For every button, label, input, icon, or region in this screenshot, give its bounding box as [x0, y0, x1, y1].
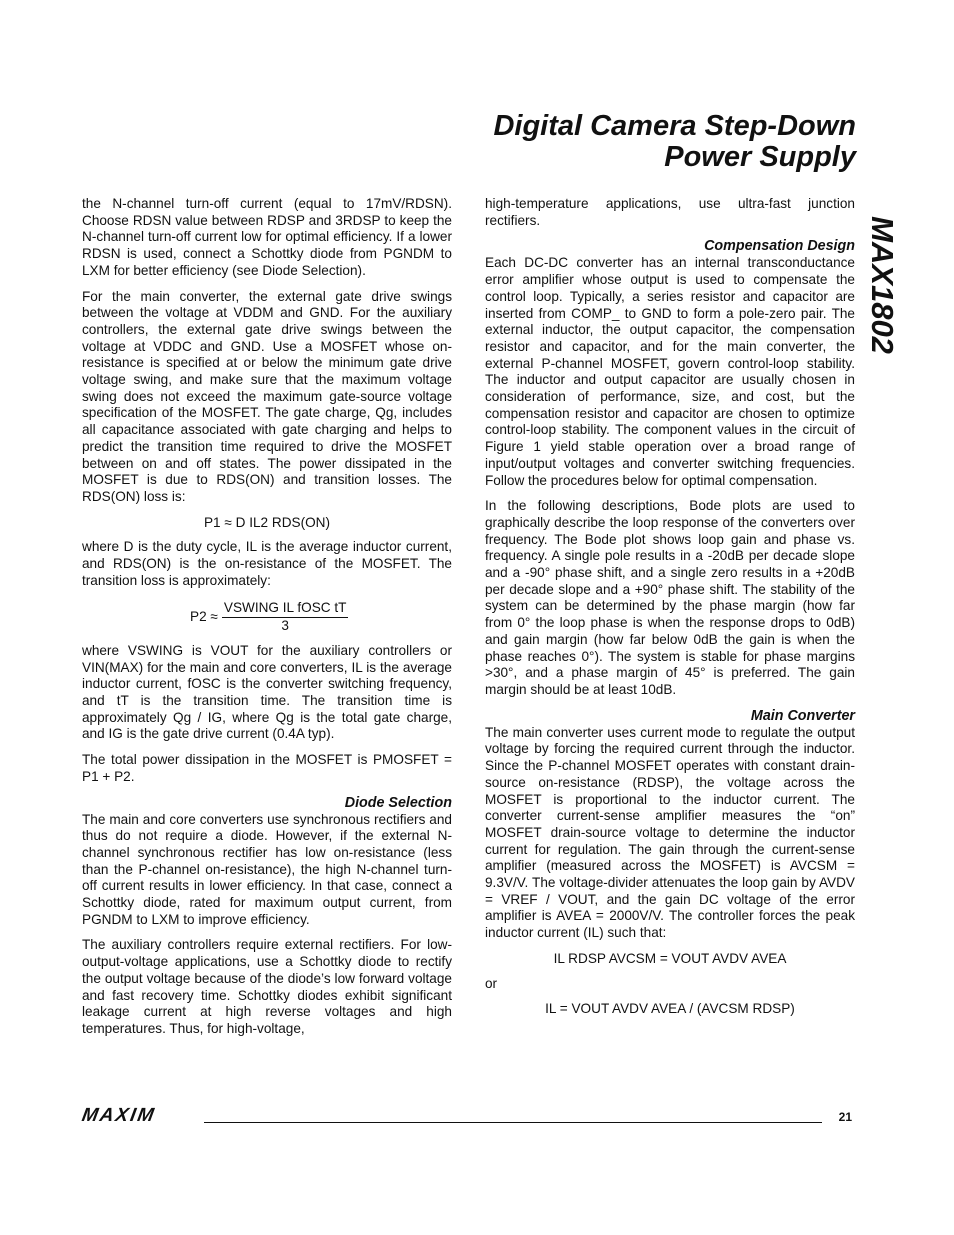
left-paragraph-4: where VSWING is VOUT for the auxiliary controllers or VIN(MAX) for the main and core converters, IL is the average inductor current, fOSC is the converter switching frequency, and tT is the transition time. The transition time is approximately Qg / IG, where Qg is the total gate charge, and IG is the gate drive current (0.4A typ). [82, 642, 452, 742]
right-paragraph-4: The main converter uses current mode to regulate the output voltage by forcing the required current through the inductor. Since the P-channel MOSFET operates with constant drain-source on-resistance (RDSP), the voltage across the MOSFET is proportional to the inductor current. The converter current-sense amplifier measures the “on” MOSFET drain-source voltage to determine the inductor current for regulation. The gain through the current-sense amplifier (measured across the MOSFET) is AVCSM = 9.3V/V. The voltage-divider attenuates the loop gain by AVDV = VREF / VOUT, and the gain DC voltage of the error amplifier is AVEA = 2000V/V. The controller forces the peak inductor current (IL) such that: [485, 724, 855, 941]
title-line-2: Power Supply [664, 141, 856, 173]
right-paragraph-3: In the following descriptions, Bode plots are used to graphically describe the loop response of the converters over frequency. The Bode plot shows loop gain and phase vs. frequency. A single pole results in a -20dB per decade slope and a -90° phase shift, and a single zero results in a +20dB per decade slope and a +90° phase shift. The stability of the system can be determined by the phase margin (how far from 0° the loop phase is when the response drops to 0dB) and gain margin (how far below 0dB the gain is when the phase reaches 0°). The system is stable for phase margins >30°, and a phase margin of 45° is preferred. The gain margin should be at least 10dB. [485, 498, 855, 697]
right-paragraph-2: Each DC-DC converter has an internal transconductance error amplifier whose output is used to compensate the control loop. Typically, a series resistor and capacitor are inserted from COMP_ to GND to form a pole-zero pair. The external inductor, the output capacitor, the compensation resistor and capacitor, and for the main converter, the external P-channel MOSFET, govern control-loop stability. The inductor and output capacitor are usually chosen in consideration of performance, size, and cost, but the compensation resistor and capacitor are chosen to optimize control-loop stability. The component values in the circuit of Figure 1 yield stable operation over a broad range of input/output voltages and converter switching frequencies. Follow the procedures below for optimal compensation. [485, 255, 855, 488]
heading-compensation-design: Compensation Design [704, 238, 855, 255]
equation-p2-denominator: 3 [281, 618, 289, 634]
equation-p2 [190, 600, 348, 634]
equation-p2-wrap [82, 598, 452, 642]
part-number-tab [862, 205, 902, 365]
left-column [82, 196, 452, 1047]
left-paragraph-5: The total power dissipation in the MOSFET is PMOSFET = P1 + P2. [82, 752, 452, 784]
page-footer [82, 1105, 857, 1127]
right-paragraph-1: high-temperature applications, use ultra-fast junction rectifiers. [485, 196, 855, 228]
heading-diode-selection: Diode Selection [344, 794, 452, 811]
equation-p2-lhs: P2 ≈ [190, 609, 218, 625]
footer-rule [204, 1122, 822, 1123]
title-line-1: Digital Camera Step-Down [493, 110, 856, 142]
equation-p1: P1 ≈ D IL2 RDS(ON) [203, 514, 331, 530]
maxim-logo: MAXIM [80, 1105, 158, 1126]
heading-main-converter: Main Converter [750, 707, 855, 724]
page-number: 21 [838, 1110, 852, 1124]
left-paragraph-7: The auxiliary controllers require external rectifiers. For low-output-voltage applications, use a Schottky diode to rectify the output voltage because of the diode’s low forward voltage and fast recovery time. Schottky diodes exhibit significant leakage current at high reverse voltages and high temperatures. Thus, for high-voltage, [82, 937, 452, 1036]
page-title [493, 111, 856, 173]
or-text: or [485, 975, 498, 991]
equation-il-1: IL RDSP AVCSM = VOUT AVDV AVEA [553, 950, 787, 966]
right-column [485, 196, 855, 1026]
left-paragraph-6: The main and core converters use synchronous rectifiers and thus do not require a diode. However, if the external N-channel synchronous rectifier has low on-resistance (less than the P-channel on-resistance), the high N-channel turn-off current results in lower efficiency. In that case, connect a Schottky diode, rated for maximum output current, from PGNDM to LXM to improve efficiency. [82, 811, 452, 927]
part-number: MAX1802 [865, 216, 900, 354]
equation-p2-fraction [222, 600, 349, 634]
equation-il-2: IL = VOUT AVDV AVEA / (AVCSM RDSP) [545, 1001, 795, 1017]
left-paragraph-2: For the main converter, the external gate drive swings between the voltage at VDDM and GND. For the auxiliary controllers, the external gate drive swings between the voltage at VDDC and GND. Use a MOSFET whose on-resistance is specified at or below the minimum gate drive voltage swing, and make sure that the maximum voltage swing does not exceed the maximum gate-source voltage specification of the MOSFET. The gate charge, Qg, includes all capacitance associated with gate charging and helps to predict the transition time required to drive the MOSFET between on and off states. The power dissipated in the MOSFET is due to RDS(ON) and transition losses. The RDS(ON) loss is: [82, 288, 452, 504]
left-paragraph-1: the N-channel turn-off current (equal to 17mV/RDSN). Choose RDSN value between RDSP and 3RDSP to keep the N-channel turn-off current low for optimal efficiency. If a lower RDSN is used, connect a Schottky diode from PGNDM to LXM for better efficiency (see Diode Selection). [82, 196, 452, 278]
equation-p2-numerator: VSWING IL fOSC tT [222, 600, 349, 618]
left-paragraph-3: where D is the duty cycle, IL is the average inductor current, and RDS(ON) is the on-resistance of the MOSFET. The transition loss is approximately: [82, 539, 452, 588]
